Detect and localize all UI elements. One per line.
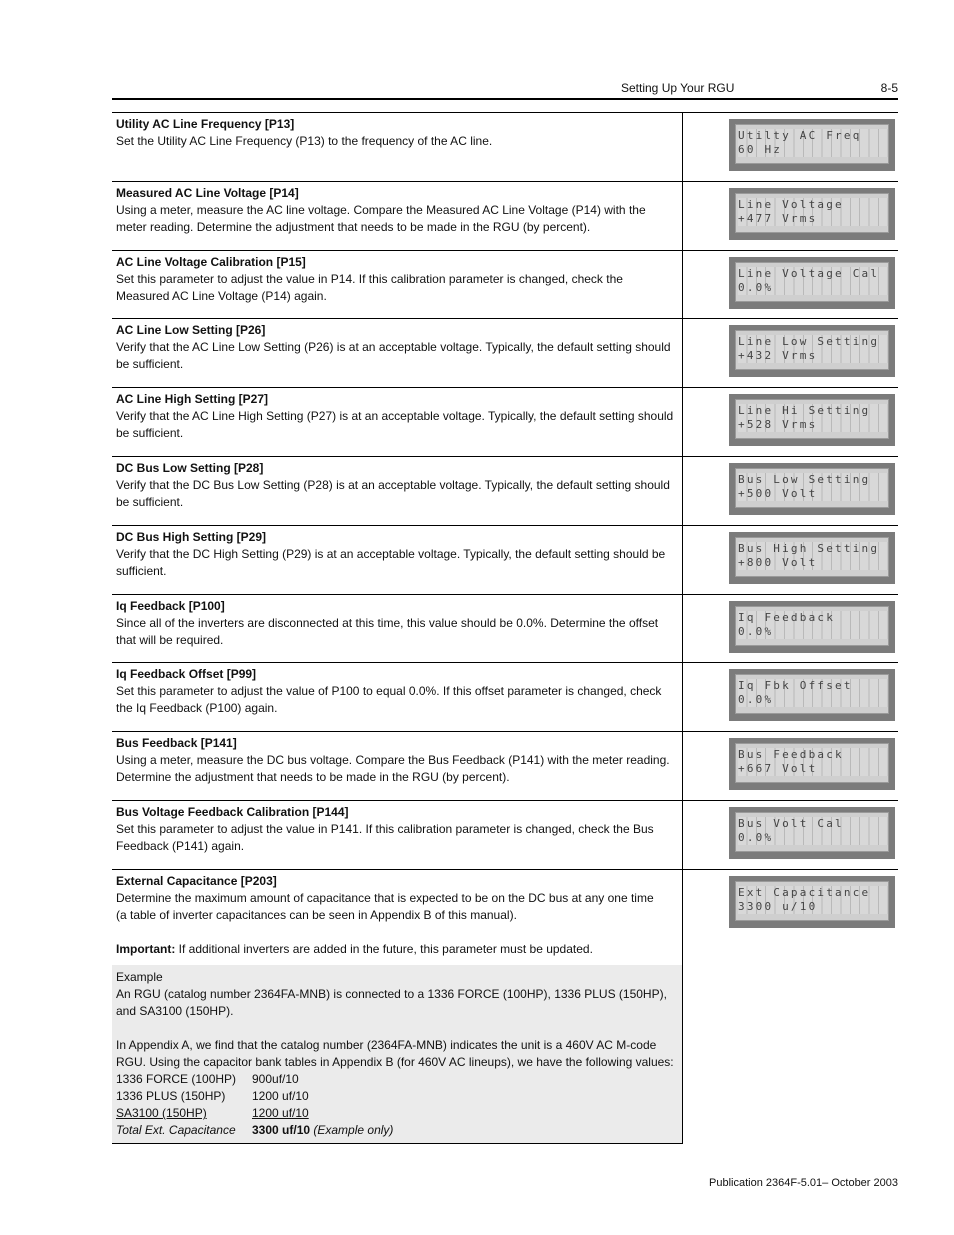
hmi-line-2: +800 Volt — [738, 556, 888, 570]
important-label: Important: — [116, 941, 176, 956]
hmi-display — [729, 188, 895, 240]
hmi-line-1: Bus High Setting — [738, 542, 888, 556]
parameter-text: (a table of inverter capacitances can be seen in Appendix B of this manual). — [116, 907, 517, 922]
parameter-row — [112, 456, 898, 525]
display-cell — [683, 319, 899, 388]
parameter-description — [112, 181, 683, 250]
display-cell — [683, 250, 899, 319]
parameter-text: Verify that the DC High Setting (P29) is at an acceptable voltage. Typically, the default setting should be sufficient. — [116, 546, 666, 578]
hmi-screen — [735, 193, 889, 233]
display-cell — [683, 732, 899, 801]
parameter-title: Bus Feedback [P141] — [116, 736, 237, 751]
important-text: If additional inverters are added in the future, this parameter must be updated. — [175, 941, 593, 956]
hmi-line-2: +667 Volt — [738, 762, 888, 776]
capacitance-value: 1200 uf/10 — [252, 1106, 309, 1121]
parameter-row — [112, 663, 898, 732]
total-value: 3300 uf/10 — [252, 1123, 311, 1138]
hmi-line-1: Line Voltage — [738, 198, 888, 212]
parameter-text: Verify that the AC Line High Setting (P27) is at an acceptable voltage. Typically, the default setting should be sufficient. — [116, 409, 674, 441]
hmi-line-1: Utilty AC Freq — [738, 129, 888, 143]
parameter-description — [112, 525, 683, 594]
hmi-line-2: 3300 u/10 — [738, 900, 888, 914]
parameter-text: Set the Utility AC Line Frequency (P13) to the frequency of the AC line. — [116, 134, 493, 148]
hmi-screen — [735, 468, 889, 508]
hmi-screen — [735, 124, 889, 164]
hmi-line-2: 0.0% — [738, 281, 888, 295]
parameter-title: Iq Feedback [P100] — [116, 598, 225, 613]
hmi-line-2: +500 Volt — [738, 487, 888, 501]
display-cell — [683, 800, 899, 869]
parameter-row — [112, 525, 898, 594]
parameter-description — [112, 869, 683, 965]
section-title: Setting Up Your RGU — [621, 81, 735, 95]
hmi-line-1: Bus Low Setting — [738, 473, 888, 487]
hmi-display — [729, 394, 895, 446]
example-paragraph: In Appendix A, we find that the catalog number (2364FA-MNB) indicates the unit is a 460V AC M-code RGU. Using the capacitor bank tables in Appendix B (for 460V AC lineups), we have the following values: — [116, 1038, 674, 1070]
display-cell — [683, 456, 899, 525]
parameter-text: Using a meter, measure the AC line voltage. Compare the Measured AC Line Voltage (P14) with the meter reading. Determine the adjustment that needs to be made in the RGU (by percent). — [116, 202, 646, 234]
hmi-line-2: 60 Hz — [738, 143, 888, 157]
parameter-text: Set this parameter to adjust the value in P141. If this calibration parameter is changed, check the Bus Feedback (P141) again. — [116, 821, 654, 853]
parameter-description — [112, 456, 683, 525]
parameter-title: DC Bus High Setting [P29] — [116, 529, 267, 544]
hmi-line-1: Line Voltage Cal — [738, 267, 888, 281]
parameter-text: Set this parameter to adjust the value in P14. If this calibration parameter is changed, check the Measured AC Line Voltage (P14) again. — [116, 271, 623, 303]
hmi-display — [729, 532, 895, 584]
parameter-row — [112, 800, 898, 869]
hmi-line-1: Iq Fbk Offset — [738, 679, 888, 693]
parameter-description — [112, 250, 683, 319]
parameter-description — [112, 663, 683, 732]
parameter-description — [112, 594, 683, 663]
parameter-title: Measured AC Line Voltage [P14] — [116, 185, 299, 200]
capacitance-value-row — [116, 1088, 676, 1105]
total-label: Total Ext. Capacitance — [116, 1123, 236, 1138]
parameter-row — [112, 250, 898, 319]
display-cell — [683, 525, 899, 594]
hmi-display — [729, 601, 895, 653]
parameter-text: Set this parameter to adjust the value of P100 to equal 0.0%. If this offset parameter is changed, check the Iq Feedback (P100) again. — [116, 684, 662, 716]
hmi-line-2: +477 Vrms — [738, 212, 888, 226]
inverter-name: 1336 PLUS (150HP) — [116, 1089, 226, 1104]
hmi-screen — [735, 262, 889, 302]
parameter-row — [112, 319, 898, 388]
hmi-line-1: Line Hi Setting — [738, 404, 888, 418]
hmi-display — [729, 876, 895, 928]
hmi-line-1: Bus Feedback — [738, 748, 888, 762]
important-note — [116, 941, 676, 958]
parameter-description — [112, 800, 683, 869]
parameter-title: AC Line Low Setting [P26] — [116, 323, 266, 338]
capacitance-value-row — [116, 1105, 676, 1122]
display-cell — [683, 113, 899, 182]
display-cell — [683, 388, 899, 457]
parameter-description — [112, 113, 683, 182]
hmi-screen — [735, 537, 889, 577]
hmi-display — [729, 325, 895, 377]
page-number: 8-5 — [880, 81, 898, 95]
hmi-line-2: 0.0% — [738, 625, 888, 639]
hmi-screen — [735, 881, 889, 921]
parameter-text: Since all of the inverters are disconnected at this time, this value should be 0.0%. Determine the offset that will be required. — [116, 615, 659, 647]
capacitance-value-row — [116, 1071, 676, 1088]
hmi-display — [729, 257, 895, 309]
parameter-title: DC Bus Low Setting [P28] — [116, 460, 264, 475]
parameter-row — [112, 113, 898, 182]
hmi-screen — [735, 606, 889, 646]
parameter-text: Determine the maximum amount of capacitance that is expected to be on the DC bus at any one time — [116, 890, 654, 905]
parameter-title: AC Line High Setting [P27] — [116, 392, 269, 407]
hmi-screen — [735, 743, 889, 783]
hmi-display — [729, 738, 895, 790]
hmi-screen — [735, 812, 889, 852]
parameter-text: Verify that the DC Bus Low Setting (P28) is at an acceptable voltage. Typically, the default setting should be sufficient. — [116, 477, 670, 509]
parameter-title: AC Line Voltage Calibration [P15] — [116, 254, 306, 269]
parameter-text: Using a meter, measure the DC bus voltage. Compare the Bus Feedback (P141) with the meter reading. Determine the adjustment that needs to be made in the RGU (by percent). — [116, 753, 670, 785]
display-cell — [683, 594, 899, 663]
display-cell — [683, 181, 899, 250]
hmi-line-1: Line Low Setting — [738, 335, 888, 349]
hmi-line-2: 0.0% — [738, 831, 888, 845]
hmi-screen — [735, 330, 889, 370]
parameter-title: Bus Voltage Feedback Calibration [P144] — [116, 804, 349, 819]
hmi-screen — [735, 399, 889, 439]
parameter-row — [112, 594, 898, 663]
example-box — [112, 965, 683, 1144]
parameter-row — [112, 732, 898, 801]
display-cell — [683, 869, 899, 1144]
publication-footer: Publication 2364F-5.01– October 2003 — [709, 1177, 898, 1189]
hmi-line-1: Bus Volt Cal — [738, 817, 888, 831]
parameter-table — [112, 112, 898, 1144]
inverter-name: 1336 FORCE (100HP) — [116, 1072, 237, 1087]
hmi-display — [729, 119, 895, 171]
parameter-title: Utility AC Line Frequency [P13] — [116, 117, 295, 131]
capacitance-value: 900uf/10 — [252, 1072, 299, 1087]
parameter-title: External Capacitance [P203] — [116, 873, 277, 888]
parameter-row — [112, 181, 898, 250]
page-header — [0, 81, 954, 97]
parameter-description — [112, 732, 683, 801]
parameter-row — [112, 388, 898, 457]
parameter-row — [112, 869, 898, 965]
total-note: (Example only) — [310, 1123, 394, 1138]
display-cell — [683, 663, 899, 732]
hmi-display — [729, 807, 895, 859]
hmi-screen — [735, 674, 889, 714]
hmi-line-2: 0.0% — [738, 693, 888, 707]
inverter-name: SA3100 (150HP) — [116, 1106, 207, 1121]
hmi-line-1: Ext Capacitance — [738, 886, 888, 900]
example-paragraph: An RGU (catalog number 2364FA-MNB) is connected to a 1336 FORCE (100HP), 1336 PLUS (150HP), and SA3100 (150HP). — [116, 987, 667, 1019]
parameter-description — [112, 319, 683, 388]
hmi-display — [729, 669, 895, 721]
hmi-line-1: Iq Feedback — [738, 611, 888, 625]
header-rule — [112, 98, 898, 100]
parameter-description — [112, 388, 683, 457]
parameter-title: Iq Feedback Offset [P99] — [116, 667, 257, 682]
hmi-line-2: +528 Vrms — [738, 418, 888, 432]
parameter-text: Verify that the AC Line Low Setting (P26) is at an acceptable voltage. Typically, the default setting should be sufficient. — [116, 340, 671, 372]
hmi-display — [729, 463, 895, 515]
hmi-line-2: +432 Vrms — [738, 349, 888, 363]
capacitance-value: 1200 uf/10 — [252, 1089, 309, 1104]
total-row — [116, 1122, 676, 1139]
example-heading: Example — [116, 970, 163, 985]
